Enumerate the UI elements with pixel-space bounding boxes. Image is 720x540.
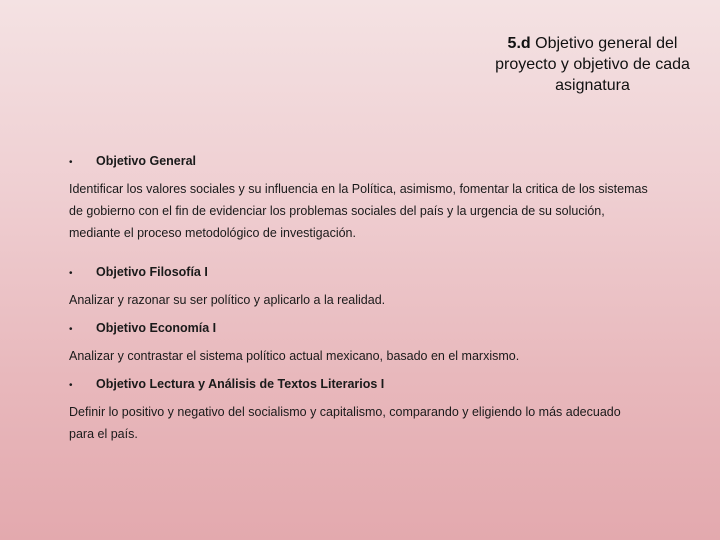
section-heading-text: Objetivo Filosofía I — [96, 265, 208, 279]
section-heading-text: Objetivo Lectura y Análisis de Textos Literarios I — [96, 377, 385, 391]
slide-title — [490, 33, 695, 96]
section-heading-text: Objetivo Economía I — [96, 321, 217, 335]
section-heading-lectura — [69, 373, 649, 395]
section-body-lectura: Definir lo positivo y negativo del socialismo y capitalismo, comparando y eligiendo lo más adecuado para el país. — [69, 405, 621, 441]
bullet-icon: • — [69, 268, 73, 279]
bullet-icon: • — [69, 324, 73, 335]
section-heading-filosofia — [69, 261, 649, 283]
slide-title-text: Objetivo general del proyecto y objetivo de cada asignatura — [495, 35, 690, 94]
section-heading-text: Objetivo General — [96, 154, 197, 168]
section-heading-general — [69, 150, 649, 172]
bullet-icon: • — [69, 157, 73, 168]
section-body-filosofia: Analizar y razonar su ser político y aplicarlo a la realidad. — [69, 293, 386, 307]
slide-content — [69, 150, 649, 445]
section-heading-economia — [69, 317, 649, 339]
slide-title-number: 5.d — [507, 35, 531, 52]
section-body-economia: Analizar y contrastar el sistema político actual mexicano, basado en el marxismo. — [69, 349, 520, 363]
section-body-general: Identificar los valores sociales y su influencia en la Política, asimismo, fomentar la critica de los sistemas de gobierno con el fin de evidenciar los problemas sociales del país y la urgencia de su solución, mediante el proceso metodológico de investigación. — [69, 182, 648, 240]
bullet-icon: • — [69, 380, 73, 391]
